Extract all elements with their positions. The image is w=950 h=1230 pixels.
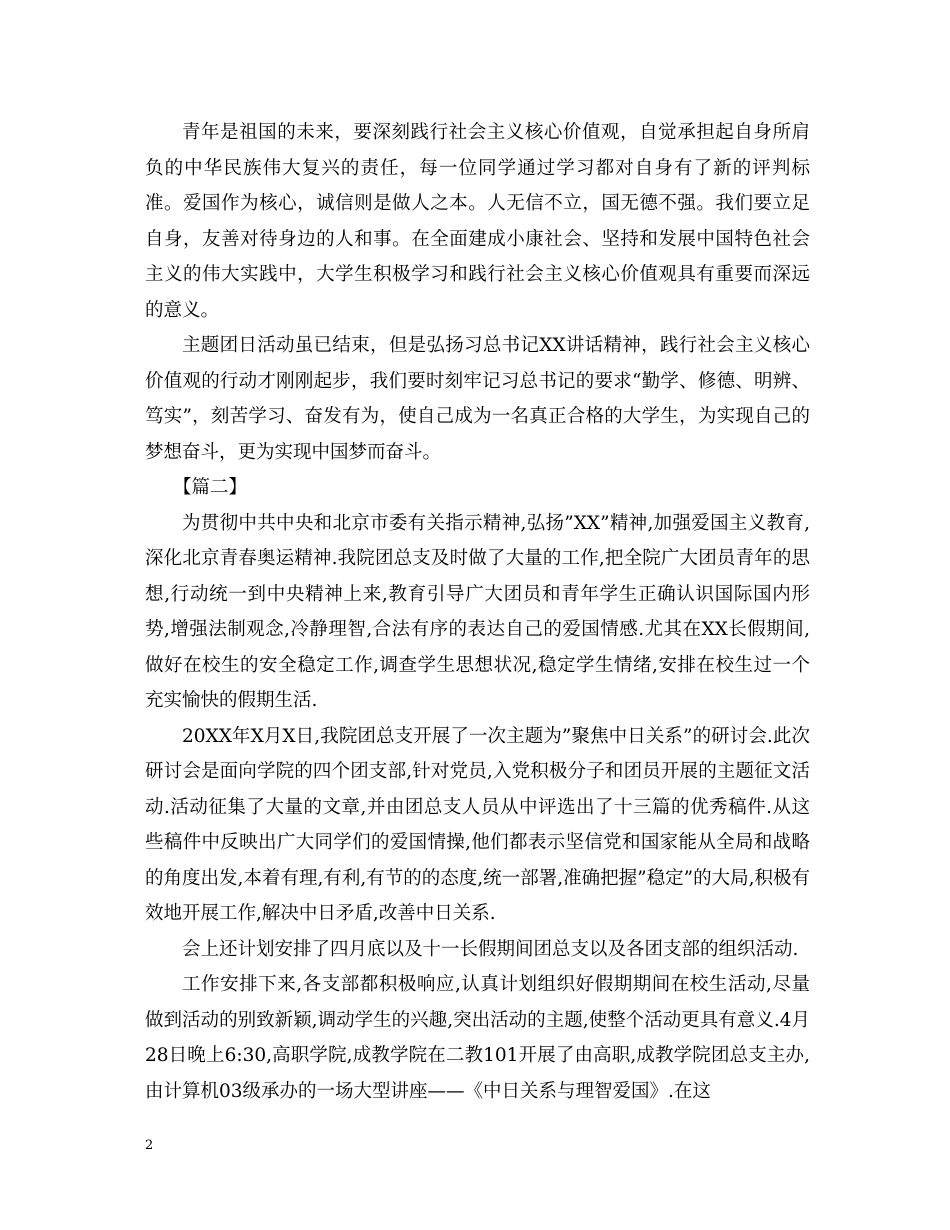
document-body <box>145 115 810 1109</box>
section-heading: 【篇二】 <box>173 477 248 498</box>
paragraph-lecture: 工作安排下来,各支部都积极响应,认真计划组织好假期期间在校生活动,尽量做到活动的别致新颖,调动学生的兴趣,突出活动的主题,使整个活动更具有意义.4月28日晚上6:30,高职学院,成教学院在二教101开展了由高职,成教学院团总支主办,由计算机03级承办的一场大型讲座——《中日关系与理智爱国》.在这 <box>145 974 810 1102</box>
paragraph-patriotic-education: 为贯彻中共中央和北京市委有关指示精神,弘扬”XX”精神,加强爱国主义教育,深化北京青春奥运精神.我院团总支及时做了大量的工作,把全院广大团员青年的思想,行动统一到中央精神上来,教育引导广大团员和青年学生正确认识国际国内形势,增强法制观念,冷静理智,合法有序的表达自己的爱国情感.尤其在XX长假期间,做好在校生的安全稳定工作,调查学生思想状况,稳定学生情绪,安排在校生过一个充实愉快的假期生活. <box>145 512 810 711</box>
paragraph-activity-plan: 会上还计划安排了四月底以及十一长假期间团总支以及各团支部的组织活动. <box>182 938 799 960</box>
paragraph-youth-values: 青年是祖国的未来，要深刻践行社会主义核心价值观，自觉承担起自身所肩负的中华民族伟大复兴的责任，每一位同学通过学习都对自身有了新的评判标准。爱国作为核心，诚信则是做人之本。人无信不立，国无德不强。我们要立足自身，友善对待身边的人和事。在全面建成小康社会、坚持和发展中国特色社会主义的伟大实践中，大学生积极学习和践行社会主义核心价值观具有重要而深远的意义。 <box>145 122 810 321</box>
page-number: 2 <box>145 1138 154 1153</box>
paragraph-theme-day: 主题团日活动虽已结束，但是弘扬习总书记XX讲话精神，践行社会主义核心价值观的行动才刚刚起步，我们要时刻牢记习总书记的要求“勤学、修德、明辨、笃实”，刻苦学习、奋发有为，使自己成为一名真正合格的大学生，为实现自己的梦想奋斗，更为实现中国梦而奋斗。 <box>145 335 810 463</box>
paragraph-seminar: 20XX年X月X日,我院团总支开展了一次主题为”聚焦中日关系”的研讨会.此次研讨会是面向学院的四个团支部,针对党员,入党积极分子和团员开展的主题征文活动.活动征集了大量的文章,并由团总支人员从中评选出了十三篇的优秀稿件.从这些稿件中反映出广大同学们的爱国情操,他们都表示坚信党和国家能从全局和战略的角度出发,本着有理,有利,有节的的态度,统一部署,准确把握”稳定”的大局,积极有效地开展工作,解决中日矛盾,改善中日关系. <box>145 725 810 924</box>
